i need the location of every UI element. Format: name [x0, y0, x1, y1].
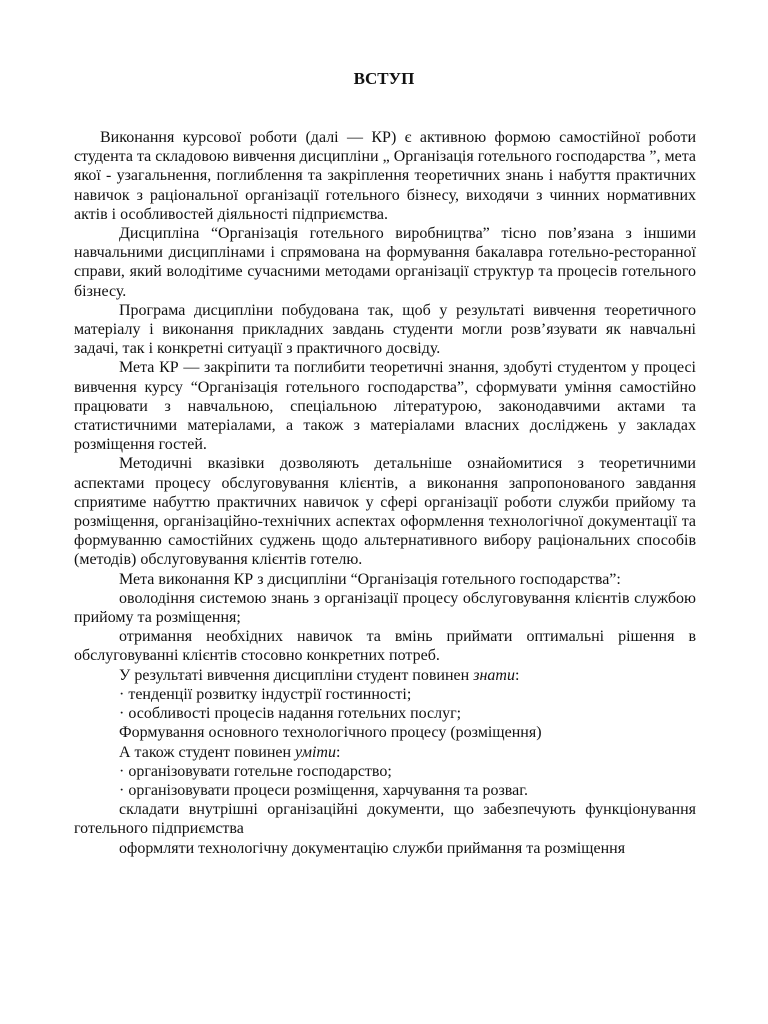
- list-item-know-2: · особливості процесів надання готельних послуг;: [119, 705, 462, 723]
- paragraph-guidelines: Методичні вказівки дозволяють детальніше ознайомитися з теоретичними аспектами процесу обслуговування клієнтів, а виконання запропонованого завдання сприятиме набуттю практичних навичок у сфері організації роботи служби прийому та розміщення, організаційно-технічних аспектах оформлення технологічної документації та формуванню самостійних суджень щодо альтернативного вибору раціональних способів (методів) обслуговування клієнтів готелю.: [74, 455, 696, 569]
- paragraph-goal: Мета КР — закріпити та поглибити теоретичні знання, здобуті студентом у процесі вивчення курсу “Організація готельного господарства”, сформувати уміння самостійно працювати з навчальною, спеціальною літературою, законодавчими актами та статистичними матеріалами, а також з матеріалами власних досліджень у закладах розміщення гостей.: [74, 359, 696, 454]
- paragraph-goal-heading: Мета виконання КР з дисципліни “Організація готельного господарства”:: [119, 570, 621, 588]
- page-title: ВСТУП: [353, 69, 415, 88]
- document-body: [74, 128, 696, 858]
- paragraph-intro: Виконання курсової роботи (далі — КР) є активною формою самостійної роботи студента та складовою вивчення дисципліни „ Організація готельного господарства ”, мета якої - узагальнення, поглиблення та закріплення теоретичних знань і набуття практичних навичок з раціональної організації готельного бізнесу, виходячи з чинних нормативних актів і особливостей діяльності підприємства.: [74, 129, 696, 223]
- paragraph-documents: складати внутрішні організаційні документи, що забезпечують функціонування готельного підприємства: [74, 801, 696, 838]
- paragraph-goal-item-2: отримання необхідних навичок та вмінь приймати оптимальні рішення в обслуговуванні клієнтів стосовно конкретних потреб.: [74, 628, 696, 665]
- know-heading-colon: :: [514, 666, 520, 684]
- skills-heading-text: А також студент повинен: [119, 743, 296, 761]
- paragraph-know-heading: [74, 666, 696, 685]
- paragraph-skills-heading: [74, 743, 696, 762]
- know-emphasis: знати: [473, 666, 515, 684]
- list-item-know-1: · тенденції розвитку індустрії гостинності;: [119, 685, 412, 703]
- paragraph-documentation: оформляти технологічну документацію служби приймання та розміщення: [119, 839, 626, 857]
- skills-emphasis: уміти: [295, 743, 336, 761]
- paragraph-process: Формування основного технологічного процесу (розміщення): [119, 724, 542, 742]
- paragraph-goal-item-1: оволодіння системою знань з організації процесу обслуговування клієнтів службою прийому та розміщення;: [74, 589, 696, 627]
- list-item-skill-2: · організовувати процеси розміщення, харчування та розваг.: [119, 781, 528, 799]
- paragraph-discipline: Дисципліна “Організація готельного виробництва” тісно пов’язана з іншими навчальними дисциплінами і спрямована на формування бакалавра готельно-ресторанної справи, який володітиме сучасними методами організації структур та процесів готельного бізнесу.: [74, 225, 696, 300]
- skills-heading-colon: :: [335, 743, 341, 761]
- know-heading-text: У результаті вивчення дисципліни студент повинен: [119, 666, 474, 684]
- paragraph-program: Програма дисципліни побудована так, щоб у результаті вивчення теоретичного матеріалу і виконання прикладних завдань студенти могли розв’язувати як навчальні задачі, так і конкретні ситуації з практичного досвіду.: [74, 301, 696, 358]
- list-item-skill-1: · організовувати готельне господарство;: [119, 762, 392, 780]
